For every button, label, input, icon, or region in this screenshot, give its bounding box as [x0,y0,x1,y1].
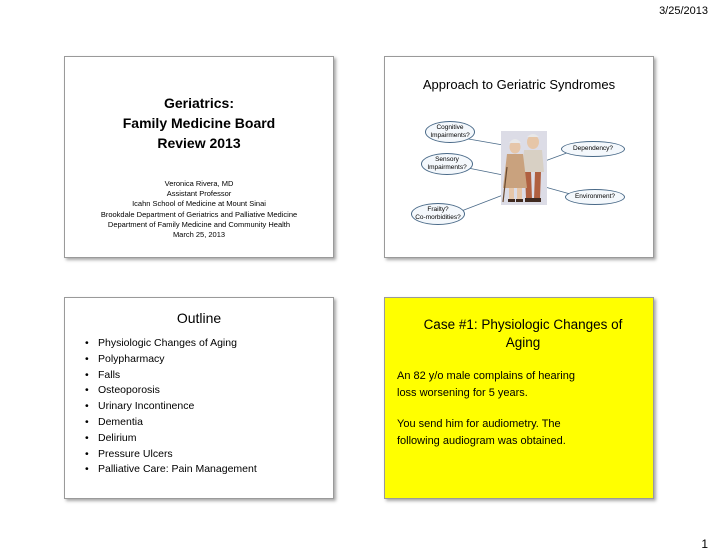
bubble-cognitive: Cognitive Impairments? [425,121,475,143]
presentation-date: March 25, 2013 [172,230,226,240]
author-department: Brookdale Department of Geriatrics and Palliative Medicine [100,209,298,219]
slide-title [64,56,334,258]
title-line: Geriatrics: [163,95,235,111]
slide-heading: Case #1: Physiologic Changes of Aging [423,317,623,350]
list-item: • Dementia [85,415,143,428]
author-position: Assistant Professor [166,189,232,199]
title-line: Family Medicine Board [122,115,276,131]
page-number: 1 [701,537,708,551]
header-date: 3/25/2013 [659,5,708,17]
list-item: • Palliative Care: Pain Management [85,463,257,476]
list-item: • Falls [85,368,121,381]
list-item: • Pressure Ulcers [85,447,173,460]
bubble-sensory: Sensory Impairments? [421,153,473,175]
slide-case-1 [384,297,654,499]
author-institution: Icahn School of Medicine at Mount Sinai [132,199,266,209]
list-item: • Urinary Incontinence [85,400,195,413]
bubble-environment: Environment? [565,189,625,205]
slide-heading: Approach to Geriatric Syndromes [422,77,616,92]
outline-list [85,336,257,478]
case-description: An 82 y/o male complains of hearing loss worsening for 5 years. [397,370,575,399]
list-item: • Physiologic Changes of Aging [85,337,237,349]
bubble-frailty: Frailty? Co-morbidities? [411,203,465,225]
author-department: Department of Family Medicine and Community Health [107,219,291,229]
list-item: • Delirium [85,431,137,444]
slide-title-heading [65,93,333,153]
slide-heading: Outline [176,310,222,326]
author-block [65,179,333,240]
bubble-dependency: Dependency? [561,141,625,157]
case-audiometry: You send him for audiometry. The following audiogram was obtained. [397,418,566,447]
author-name: Veronica Rivera, MD [164,179,234,188]
title-line: Review 2013 [157,135,241,151]
list-item: • Osteoporosis [85,384,160,397]
list-item: • Polypharmacy [85,352,165,365]
slide-approach [384,56,654,258]
slide-outline [64,297,334,499]
